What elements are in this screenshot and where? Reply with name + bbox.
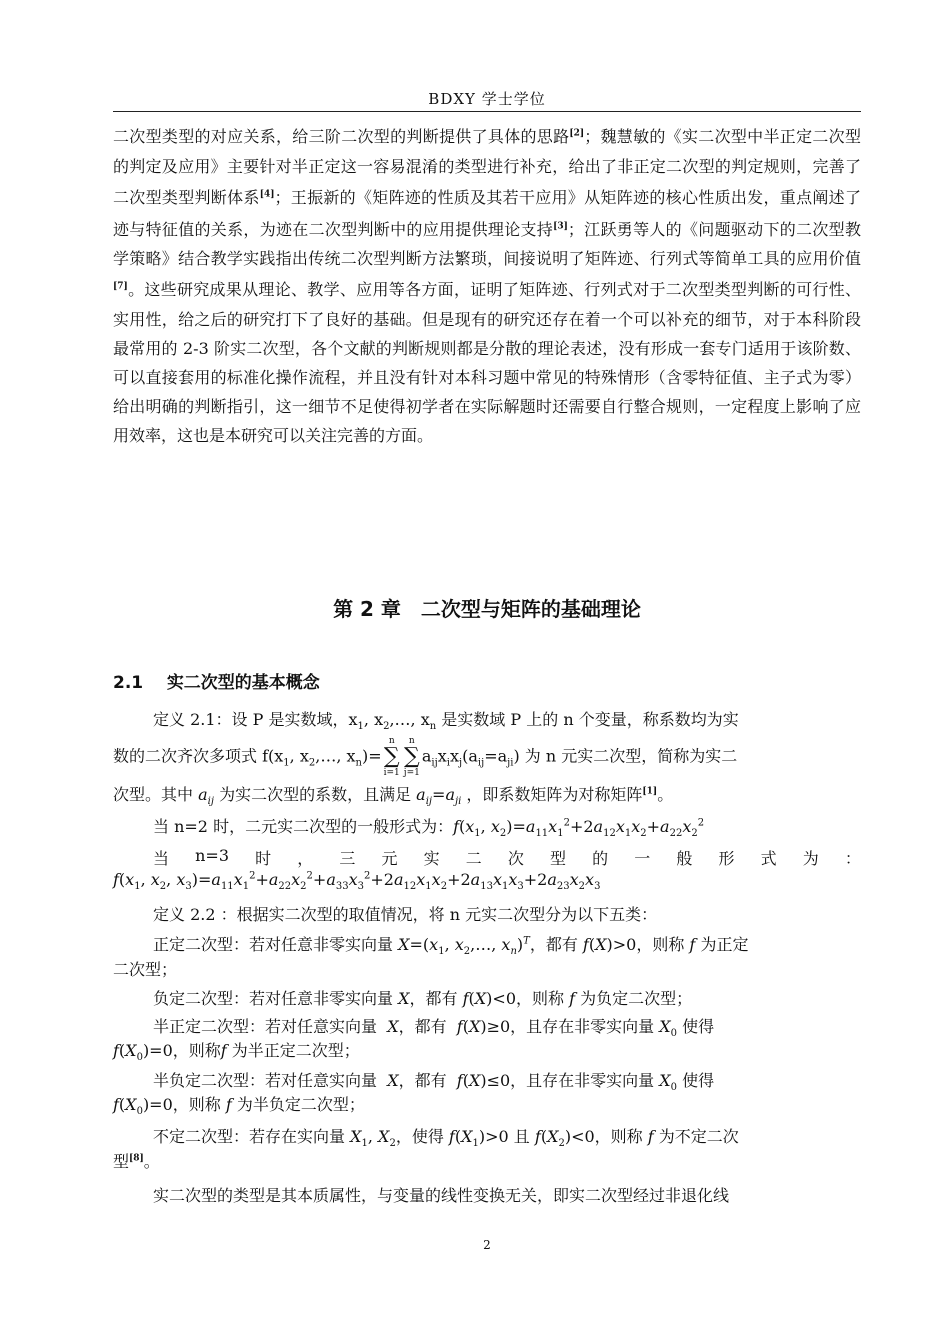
type-text: 半负定二次型：若对任意实向量 [153, 1071, 378, 1090]
psd-line2: $f(X_0)=0$，则称f 为半正定二次型； [113, 1041, 360, 1064]
n3-word: ： [844, 849, 861, 868]
type-text: ，则称 [172, 1041, 221, 1060]
type-text: 为负定二次型； [580, 989, 693, 1008]
neg-def-line: 负定二次型：若对任意非零实向量 X，都有 f(X)<0，则称 f 为负定二次型； [153, 989, 693, 1008]
page-number: 2 [483, 1238, 491, 1252]
type-text: 型 [113, 1152, 130, 1171]
psd-line1: 半正定二次型：若对任意实向量 X，都有 f(X)≥0，且存在非零实向量 $X_0$ 使得 [153, 1017, 715, 1040]
n3-word: 当 [153, 849, 170, 868]
pos-def-line2 [113, 957, 861, 980]
type-text: ，则称 [636, 935, 685, 954]
type-text: ，则称 [172, 1095, 221, 1114]
nsd-line1: 半负定二次型：若对任意实向量 X，都有 f(X)≤0，且存在非零实向量 $X_0$ 使得 [153, 1071, 715, 1094]
nsd-line2: $f(X_0)=0$，则称 f 为半负定二次型； [113, 1095, 365, 1118]
def21-text-e: 次型。其中 [113, 785, 194, 804]
sum-symbol: n ∑ j=1 [403, 736, 420, 778]
n2-text: 当 n=2 时，二元实二次型的一般形式为： [153, 817, 454, 836]
chapter-title: 第 2 章 二次型与矩阵的基础理论 [333, 597, 641, 621]
type-text: ，则称 [516, 989, 565, 1008]
section-number: 2.1 [113, 673, 144, 693]
sum-symbol: n ∑ i=1 [383, 736, 400, 778]
type-text: 为半正定二次型； [231, 1041, 360, 1060]
type-text: 使得 [682, 1071, 715, 1090]
n3-word: 元 [381, 849, 398, 868]
n3-word: 次 [507, 849, 524, 868]
type-text: ，且存在非零实向量 [510, 1017, 655, 1036]
def21-line2: 数的二次齐次多项式 $f(x_1$, $x_2,\dots$, $x_n)=$ n ∑ i=1 n ∑ j=1 $a_{ij}x_ix_j(a_{ij}=a_{ji})$ 为 n 元实二次型，简称为实二 [113, 736, 738, 778]
n3-word: 型 [550, 849, 567, 868]
def21-text-c: 数的二次齐次多项式 [113, 746, 258, 766]
n3-word: 实 [423, 849, 440, 868]
intro-text: 二次型类型的对应关系，给三阶二次型的判断提供了具体的思路[2]；魏慧敏的《实二次型中半正定二次型的判定及应用》主要针对半正定这一容易混淆的类型进行补充，给出了非正定二次型的判定规则，完善了二次型类型判断体系[4]；王振新的《矩阵迹的性质及其若干应用》从矩阵迹的核心性质出发，重点阐述了迹与特征值的关系，为迹在二次型判断中的应用提供理论支持[3]；江跃勇等人的《问题驱动下的二次型教学策略》结合教学实践指出传统二次型判断方法繁琐，间接说明了矩阵迹、行列式等简单工具的应用价值[7]。这些研究成果从理论、教学、应用等各方面，证明了矩阵迹、行列式对于二次型类型判断的可行性、实用性，给之后的研究打下了良好的基础。但是现有的研究还存在着一个可以补充的细节，对于本科阶段最常用的 2-3 阶实二次型，各个文献的判断规则都是分散的理论表述，没有形成一套专门适用于该阶数、可以直接套用的标准化操作流程，并且没有针对本科习题中常见的特殊情形（含零特征值、主子式为零）给出明确的判断指引，这一细节不足使得初学者在实际解题时还需要自行整合规则，一定程度上影响了应用效率，这也是本研究可以关注完善的方面。 [113, 127, 861, 446]
def21-text-f: 为实二次型的系数，且满足 [219, 785, 412, 804]
citation: [1] [642, 786, 658, 797]
n3-word: 般 [676, 849, 693, 868]
type-text: ，都有 [409, 989, 458, 1008]
citation: [7] [113, 282, 128, 292]
last-line [153, 1183, 861, 1206]
section-title: 实二次型的基本概念 [166, 673, 320, 693]
citation: [2] [569, 129, 585, 139]
n3-word: 式 [760, 849, 777, 868]
n3-word: 的 [592, 849, 609, 868]
n3-word: ， [297, 849, 314, 868]
indef-line2 [113, 1149, 861, 1172]
type-text: ，都有 [398, 1071, 447, 1090]
type-text: 二次型； [113, 960, 178, 979]
type-text: 为正定 [700, 935, 749, 954]
section-heading [113, 668, 320, 693]
citation: [8] [129, 1153, 144, 1164]
n3-word: 一 [634, 849, 651, 868]
type-text: 负定二次型：若对任意非零实向量 [153, 989, 394, 1008]
n3-line [153, 846, 861, 869]
n3-word: 形 [718, 849, 735, 868]
pos-def-line1: 正定二次型：若对任意非零实向量 $X=(x_1$, $x_2,\dots$, $x_n)^T$，都有 f(X)>0，则称 f 为正定 [153, 935, 749, 958]
type-text: 使得 [682, 1017, 715, 1036]
type-text: 不定二次型：若存在实向量 [153, 1127, 346, 1146]
type-text: ，则称 [594, 1127, 643, 1146]
def21-text-h: 。 [657, 785, 674, 804]
indef-line1: 不定二次型：若存在实向量 $X_1$, $X_2$，使得 $f(X_1)>0$ 且 $f(X_2)<0$，则称 f 为不定二次 [153, 1127, 739, 1150]
def21-line1: 定义 2.1：设 P 是实数域，$x_1$, $x_2,\dots$, $x_n$ 是实数域 P 上的 n 个变量，称系数均为实 [153, 710, 739, 733]
type-text: 为不定二次 [658, 1127, 739, 1146]
intro-paragraph [113, 120, 861, 451]
def22-line [153, 902, 861, 925]
n3-word: 三 [339, 849, 356, 868]
type-text: 为半负定二次型； [236, 1095, 365, 1114]
def22-text: 定义 2.2 ：根据实二次型的取值情况，将 n 元实二次型分为以下五类： [153, 905, 658, 924]
n3-word: n=3 [195, 846, 230, 865]
n3-word: 为 [802, 849, 819, 868]
running-header: BDXY 学士学位 [428, 90, 546, 108]
citation: [4] [259, 189, 275, 200]
def21-text-d: 为 n 元实二次型，简称为实二 [524, 746, 738, 766]
header-rule [113, 111, 861, 112]
type-text: ，且存在非零实向量 [510, 1071, 655, 1090]
n3-formula: $f(x_1$, $x_2$, $x_3)=a_{11}x_1^2+a_{22}x_2^2+a_{33}x_3^2+2a_{12}x_1x_2+2a_{13}x_1x_3+2a_{23}x_2x_3$ [113, 870, 601, 893]
n3-word: 二 [465, 849, 482, 868]
n2-line: 当 n=2 时，二元实二次型的一般形式为：$f(x_1$, $x_2)=a_{11}x_1^2+2a_{12}x_1x_2+a_{22}x_2^2$ [153, 817, 705, 840]
def21-text-g: ，即系数矩阵为对称矩阵 [466, 785, 643, 804]
last-text: 实二次型的类型是其本质属性，与变量的线性变换无关，即实二次型经过非退化线 [153, 1186, 730, 1205]
type-text: 正定二次型：若对任意非零实向量 [153, 935, 394, 954]
def21-line3: 次型。其中 $a_{ij}$ 为实二次型的系数，且满足 $a_{ij}=a_{ji}$ ，即系数矩阵为对称矩阵[1]。 [113, 785, 674, 808]
type-text: ，使得 [395, 1127, 444, 1146]
type-text: ，都有 [529, 935, 578, 954]
citation: [3] [553, 221, 568, 232]
type-text: 且 [513, 1127, 530, 1146]
type-text: 半正定二次型：若对任意实向量 [153, 1017, 378, 1036]
type-text: 。 [143, 1152, 160, 1171]
def21-text-b: 是实数域 P 上的 n 个变量，称系数均为实 [441, 710, 739, 729]
type-text: ，都有 [398, 1017, 447, 1036]
n3-word: 时 [255, 849, 272, 868]
def21-text-a: 定义 2.1：设 P 是实数域， [153, 710, 349, 729]
